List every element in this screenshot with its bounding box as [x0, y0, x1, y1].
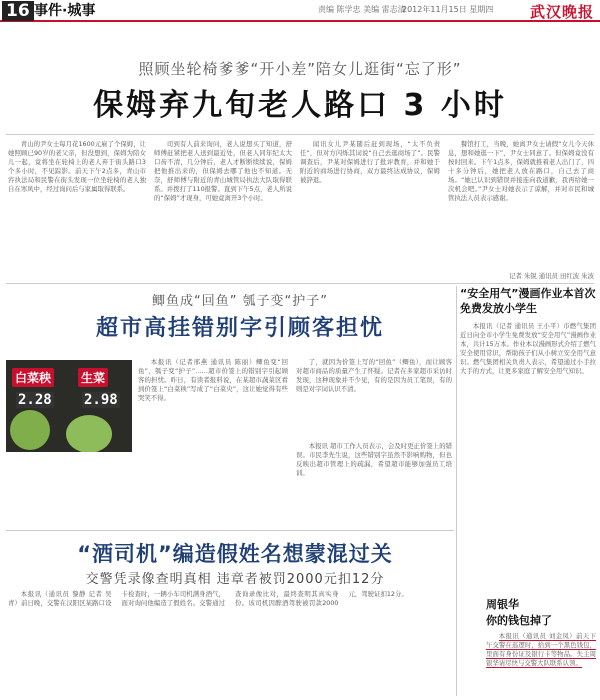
story3-subtitle: 交警凭录像查明真相 违章者被罚2000元扣12分 [85, 572, 385, 587]
divider [6, 530, 454, 531]
price-tag-label: 生菜 [78, 368, 108, 387]
page-number: 16 [2, 1, 34, 21]
sidebar-body: 本报讯（记者 通讯员 王小平）市燃气集团近日向全市小学生免费发放“安全用气”漫画作业本，共计15万本。作业本以漫画形式介绍了燃气安全使用常识，帮助孩子们从小树立安全用气意识。燃气集团相关负责人表示，希望通过小手拉大手的方式，让更多家庭了解安全用气知识。 [460, 322, 596, 375]
newspaper-logo: 武汉晚报 [530, 3, 595, 21]
story2-subtitle: 鲫鱼成“回鱼” 瓠子变“护子” [151, 294, 329, 309]
sidebar-headline: “安全用气”漫画作业本首次免费发放小学生 [460, 287, 596, 315]
price-value: 2.98 [84, 392, 118, 408]
story1-column-3: 闻讯女儿尹某随后赶到现场，“太不负责任”，但对方闪烁其词说“自己去逛商场了”。民警调查后，尹某对保姆进行了批评教育，并和她于附近的商场进行协商，双方最终达成协议，保姆被辞退。 [300, 140, 440, 184]
divider [6, 134, 594, 135]
story2-headline: 超市高挂错别字引顾客担忧 [95, 316, 384, 341]
page-header [0, 0, 600, 22]
price-tag-label: 白菜秧 [12, 368, 54, 387]
notice-name: 周银华 [486, 598, 519, 611]
issue-date: 2012年11月15日 星期四 [402, 5, 494, 14]
divider [6, 283, 594, 284]
section-title: 事件·城事 [34, 3, 96, 19]
notice-title: 你的钱包掉了 [486, 614, 552, 627]
editors-credit: 责编 陈学忠 美编 雷志清 [318, 5, 406, 14]
vegetable-shape [66, 415, 112, 452]
divider [456, 286, 457, 696]
story3-body: 本报讯（通讯员 黎静 记者 吴青）前日晚，交警在汉阳区某路口设卡检查时，一辆小车司机满身酒气，面对询问他编造了假姓名。交警通过查询录像比对，最终查明其真实身份。该司机因醉酒驾驶被罚款2000元，驾驶证扣12分。 [8, 590, 408, 607]
story2-column-2: 了，就因为价签上写的“回鱼”（鲫鱼），而让顾客对超市商品的质量产生了怀疑。记者在多家超市采访时发现，这种现象并不少见，有的是因为员工笔误，有的则是对字词认识不清。 [296, 358, 452, 393]
story1-headline: 保姆弃九旬老人路口 3 小时 [93, 88, 507, 123]
story1-byline: 记者 朱锐 通讯员 田红波 朱波 [509, 272, 594, 280]
story3-headline: “酒司机”编造假姓名想蒙混过关 [77, 542, 393, 566]
story2-column-3: 本报讯 超市工作人员表示，会及时更正价签上的错误。市民李先生说，这些错别字虽然不影响购物，但也反映出超市管理上的疏漏，希望超市能够加强员工培训。 [296, 442, 452, 477]
vegetable-shape [10, 410, 50, 450]
story2-column-1: 本报讯（记者邢燕 通讯员 陈丽）鲫鱼变“回鱼”，瓠子变“护子”……超市价签上的错别字引起顾客的担忧。昨日，有读者报料说，在某超市蔬菜区看到价签上“白菜秧”写成了“白菜央”，这让她觉得有些哭笑不得。 [138, 358, 288, 402]
story1-column-1: 青山的尹女士每月花1600元雇了个保姆，让她照顾已90岁的老父亲，但没想到，保姆为陪女儿一起，竟将坐在轮椅上的老人弃于街头路口3个多小时，不见踪影。前天下午2点多，青山市容执法局和民警在街头发现一位坐轮椅的老人独自在寒风中，经过询问后与家属取得联系。 [8, 140, 146, 193]
story1-column-2: 司到有人前来询问，老人说想买了知道，舒师傅赶紧把老人送到最近处，但老人同年纪太大口齿不清，几分钟后，老人才断断续续说，保姆把他推出来的，但保姆去哪了他也不知道。无奈，舒师傅与附近的青山城管局执法大队取得联系。并拨打了110报警。直到下午5点，老人所说的“保姆”才现身，可她竟离开3个小时。 [154, 140, 292, 202]
sidebar-story [460, 286, 596, 582]
supermarket-photo [6, 360, 132, 452]
price-value: 2.28 [18, 392, 52, 408]
story1-column-4: 餐馆打工，当晚，她离尹女士请假“女儿今天休息，想和她逛一下”，尹女士同意了。但保姆竟没有按时回来。下午1点多，保姆就推着老人出门了，四十多分钟后，她把老人放在路口，自己去了商场。“她已认识到错误并接连向我道歉，我再给她一次机会吧。”尹女士对她表示了谅解，并对市民和城管执法人员表示感谢。 [448, 140, 594, 202]
story1-subtitle: 照顾坐轮椅爹爹“开小差”陪女儿逛街“忘了形” [138, 60, 462, 78]
lost-wallet-notice [486, 596, 596, 700]
notice-body: 本报讯（通讯员 刘金凤）前天下午交警在巡逻时，拾到一个黑色钱包，里面有身份证及银行卡等物品。失主周银华请尽快与交警大队联系认领。 [486, 632, 596, 667]
